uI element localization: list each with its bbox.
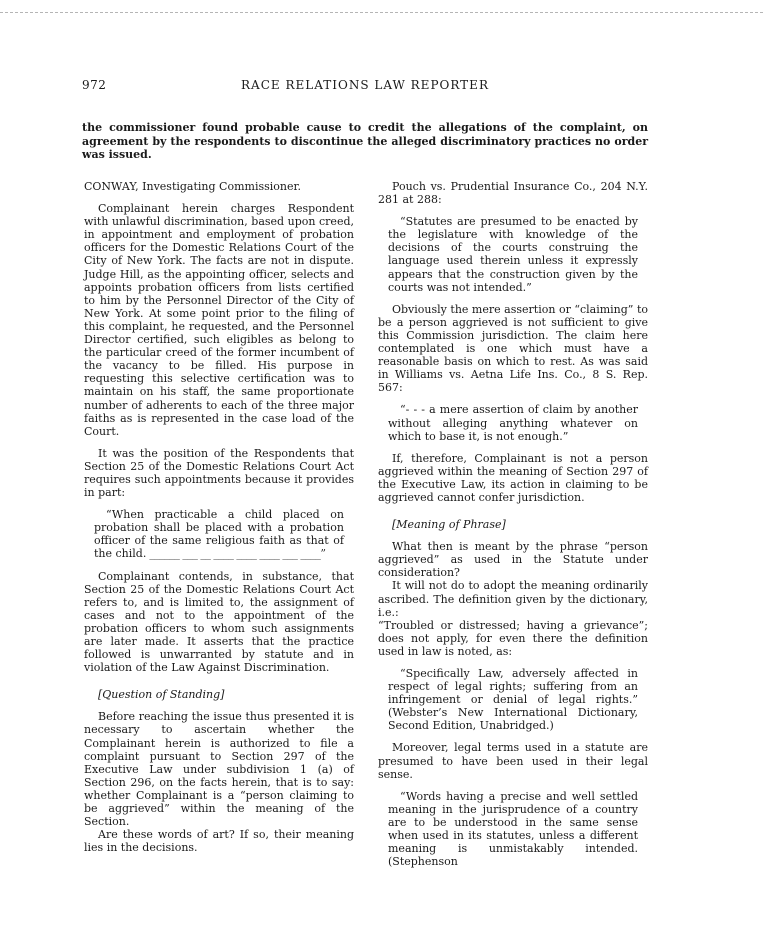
block-quote: “Statutes are presumed to be enacted by the legislature with knowledge of the decisions of the courts construing the language used therein unless it expressly appears that the construction given by the courts was not intended.” bbox=[388, 215, 638, 294]
block-quote bbox=[94, 508, 344, 560]
paragraph: What then is meant by the phrase “person aggrieved” as used in the Statute under consideration? bbox=[378, 540, 648, 580]
paragraph: Are these words of art? If so, their meaning lies in the decisions. bbox=[84, 828, 354, 855]
page-number: 972 bbox=[82, 78, 107, 92]
paragraph: It will not do to adopt the meaning ordinarily ascribed. The definition given by the dictionary, i.e.: bbox=[378, 579, 648, 619]
paragraph: Obviously the mere assertion or “claiming” to be a person aggrieved is not sufficient to give this Commission jurisdiction. The claim here contemplated is one which must have a reasonable basis on which to rest. As was said in Williams vs. Aetna Life Ins. Co., 8 S. Rep. 567: bbox=[378, 302, 648, 395]
section-heading: [Question of Standing] bbox=[98, 688, 225, 702]
page-header bbox=[82, 78, 648, 96]
section-heading: [Meaning of Phrase] bbox=[392, 518, 506, 532]
paragraph: “Troubled or distressed; having a grievance”; does not apply, for even there the definition used in law is noted, as: bbox=[378, 618, 648, 658]
paragraph: Pouch vs. Prudential Insurance Co., 204 N.Y. 281 at 288: bbox=[378, 180, 648, 207]
paragraph: Complainant herein charges Respondent with unlawful discrimination, based upon creed, in appointment and employment of probation officers for the Domestic Relations Court of the City of New York. The facts are not in dispute. Judge Hill, as the appointing officer, selects and appoints probation officers from lists certified to him by the Personnel Director of the City of New York. At some point prior to the filing of this complaint, he requested, and the Personnel Director certified, such eligibles as belong to the particular creed of the former incumbent of the vacancy to be filled. His purpose in requesting this selective certification was to maintain on his staff, the same proportionate number of adherents to each of the three major faiths as is represented in the case load of the Court. bbox=[84, 202, 354, 438]
paragraph: It was the position of the Respondents that Section 25 of the Domestic Relations Court Act requires such appointments because it provides in part: bbox=[84, 446, 354, 500]
block-quote: “- - - a mere assertion of claim by another without alleging anything whatever on which to base it, is not enough.” bbox=[388, 403, 638, 443]
quote-leader: ______ ___ __ ____ ____ ____ ___ ____” bbox=[146, 547, 326, 561]
paragraph: Complainant contends, in substance, that Section 25 of the Domestic Relations Court Act refers to, and is limited to, the assignment of cases and not to the appointment of the probation officers to whom such assignments are later made. It asserts that the practice followed is unwarranted by statute and in violation of the Law Against Discrimination. bbox=[84, 569, 354, 675]
paragraph: If, therefore, Complainant is not a person aggrieved within the meaning of Section 297 of the Executive Law, its action in claiming to be aggrieved cannot confer jurisdiction. bbox=[378, 451, 648, 504]
intro-paragraph: the commissioner found probable cause to credit the allegations of the complaint, on agreement by the respondents to discontinue the alleged discriminatory practices no order was issued. bbox=[82, 121, 648, 161]
commissioner-signature: CONWAY, Investigating Commissioner. bbox=[84, 180, 302, 193]
block-quote: “Specifically Law, adversely affected in respect of legal rights; suffering from an infringement or denial of legal rights.” (Webster’s New International Dictionary, Second Edition, Unabridged.) bbox=[388, 667, 638, 733]
running-title: RACE RELATIONS LAW REPORTER bbox=[241, 78, 489, 92]
left-column bbox=[84, 180, 354, 863]
page-top-border bbox=[0, 12, 763, 13]
paragraph: Before reaching the issue thus presented it is necessary to ascertain whether the Complainant herein is authorized to file a complaint pursuant to Section 297 of the Executive Law under subdivision 1 (a) of Section 296, on the facts herein, that is to say: whether Complainant is a “person claiming to be aggrieved” within the meaning of the Section. bbox=[84, 710, 354, 829]
block-quote: “Words having a precise and well settled meaning in the jurisprudence of a country are to be understood in the same sense when used in its statutes, unless a different meaning is unmistakably intended. (Stephenson bbox=[388, 789, 638, 869]
paragraph: Moreover, legal terms used in a statute are presumed to have been used in their legal sense. bbox=[378, 741, 648, 781]
right-column bbox=[378, 180, 648, 877]
quote-text: “When practicable a child placed on probation shall be placed with a probation officer of the same religious faith as that of the child. bbox=[94, 508, 344, 561]
